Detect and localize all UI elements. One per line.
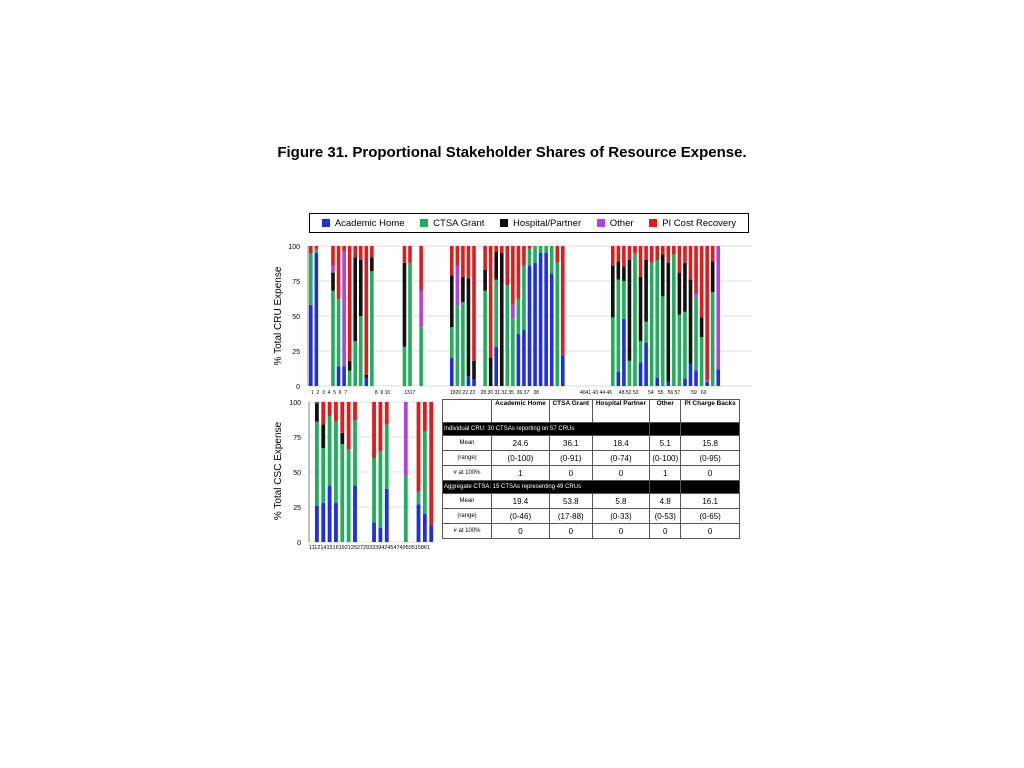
cru-bar-segment-academic-home: [494, 347, 498, 386]
cru-bar-segment-ctsa-grant: [506, 285, 510, 386]
cru-bar-segment-hospital-partner: [622, 267, 626, 281]
cru-bar-segment-academic-home: [561, 355, 565, 386]
table-cell: 0: [592, 466, 650, 481]
legend-label: CTSA Grant: [433, 217, 485, 229]
table-cell: 0: [650, 524, 681, 539]
table-header-cell: Other: [650, 400, 681, 423]
cru-bar-segment-pi-cost-recovery: [337, 246, 341, 299]
cru-bar-segment-pi-cost-recovery: [359, 246, 363, 260]
cru-bar-segment-academic-home: [450, 358, 454, 386]
cru-bar-segment-hospital-partner: [489, 358, 493, 386]
cru-bar-segment-hospital-partner: [700, 317, 704, 337]
csc-y-tick-label: 25: [293, 505, 301, 512]
cru-bar-segment-hospital-partner: [472, 361, 476, 379]
cru-bar-segment-ctsa-grant: [678, 315, 682, 386]
table-cell: (0-91): [549, 451, 592, 466]
cru-bar-segment-pi-cost-recovery: [483, 246, 487, 270]
csc-x-tick-labels: 1112141516192125272933394245474950515861: [309, 545, 431, 551]
cru-bar-segment-ctsa-grant: [700, 337, 704, 386]
table-section-row: [443, 423, 740, 436]
cru-bar-segment-academic-home: [472, 379, 476, 386]
cru-bar-segment-other: [716, 246, 720, 369]
row-label: # at 100%: [443, 524, 492, 539]
cru-bar-segment-pi-cost-recovery: [650, 246, 654, 263]
cru-bar-segment-ctsa-grant: [348, 371, 352, 386]
cru-bar-segment-ctsa-grant: [611, 317, 615, 386]
table-cell: 1: [492, 466, 550, 481]
cru-bar-segment-academic-home: [467, 376, 471, 386]
cru-bar-segment-pi-cost-recovery: [644, 246, 648, 260]
cru-bar-segment-ctsa-grant: [511, 319, 515, 386]
cru-bar-segment-academic-home: [533, 263, 537, 386]
cru-y-tick-label: 50: [292, 314, 300, 321]
row-label: (range): [443, 509, 492, 524]
table-header-cell: Academic Home: [492, 400, 550, 423]
cru-bar-segment-pi-cost-recovery: [370, 246, 374, 257]
cru-bar-segment-academic-home: [315, 253, 319, 386]
table-cell: (0-33): [592, 509, 650, 524]
table-row: [443, 451, 740, 466]
cru-bar-segment-pi-cost-recovery: [353, 246, 357, 257]
cru-bars: [309, 246, 720, 386]
cru-bar-segment-ctsa-grant: [628, 361, 632, 386]
cru-bar-segment-pi-cost-recovery: [633, 246, 637, 253]
cru-bar-segment-hospital-partner: [617, 261, 621, 279]
csc-y-tick-label: 100: [289, 400, 301, 407]
cru-bar-segment-pi-cost-recovery: [711, 246, 715, 261]
legend-label: Hospital/Partner: [513, 217, 582, 229]
table-cell: 24.6: [492, 436, 550, 451]
table-cell: (0-95): [681, 451, 740, 466]
cru-bar-segment-ctsa-grant: [309, 253, 313, 305]
cru-bar-segment-pi-cost-recovery: [694, 246, 698, 294]
table-cell: (0-65): [681, 509, 740, 524]
cru-bar-segment-pi-cost-recovery: [342, 246, 346, 252]
cru-bar-segment-academic-home: [517, 334, 521, 386]
cru-bar-segment-hospital-partner: [483, 270, 487, 291]
table-cell: (0-46): [492, 509, 550, 524]
cru-bar-segment-ctsa-grant: [456, 306, 460, 386]
cru-bar-segment-pi-cost-recovery: [622, 246, 626, 267]
cru-bar-segment-ctsa-grant: [483, 291, 487, 386]
cru-bar-segment-pi-cost-recovery: [419, 246, 423, 291]
legend-label: PI Cost Recovery: [662, 217, 737, 229]
cru-bar-segment-pi-cost-recovery: [528, 246, 532, 249]
cru-bar-segment-academic-home: [544, 253, 548, 386]
table-cell: 18.4: [592, 436, 650, 451]
table-row: [443, 509, 740, 524]
cru-bar-segment-pi-cost-recovery: [331, 246, 335, 266]
cru-bar-segment-pi-cost-recovery: [309, 246, 313, 253]
cru-y-tick-label: 25: [292, 349, 300, 356]
table-cell: (0-74): [592, 451, 650, 466]
table-row: [443, 494, 740, 509]
cru-bar-segment-ctsa-grant: [353, 341, 357, 386]
cru-bar-segment-ctsa-grant: [419, 327, 423, 386]
cru-bar-segment-ctsa-grant: [622, 281, 626, 319]
cru-bar-segment-other: [419, 291, 423, 327]
cru-bar-segment-hospital-partner: [461, 277, 465, 302]
table-header-row: [443, 400, 740, 423]
cru-bar-segment-pi-cost-recovery: [315, 246, 319, 249]
legend-label: Academic Home: [334, 217, 405, 229]
cru-bar-segment-ctsa-grant: [639, 341, 643, 362]
cru-bar-segment-hospital-partner: [500, 253, 504, 386]
cru-bar-segment-academic-home: [522, 330, 526, 386]
cru-bar-segment-ctsa-grant: [683, 312, 687, 379]
figure-title: Figure 31. Proportional Stakeholder Shares of Resource Expense.: [277, 144, 747, 161]
table-cell: 4.8: [650, 494, 681, 509]
cru-bar-segment-hospital-partner: [639, 277, 643, 341]
cru-bar-segment-other: [705, 380, 709, 381]
cru-bar-segment-pi-cost-recovery: [661, 246, 665, 254]
cru-bar-segment-hospital-partner: [353, 257, 357, 341]
table-cell: 36.1: [549, 436, 592, 451]
section-label: Aggregate CTSA: 15 CTSAs representing 49 CRUs: [443, 481, 650, 494]
row-label: (range): [443, 451, 492, 466]
cru-bar-segment-pi-cost-recovery: [461, 246, 465, 277]
cru-bar-segment-ctsa-grant: [461, 302, 465, 386]
table-header-cell: Hospital Partner: [592, 400, 650, 423]
cru-bar-segment-ctsa-grant: [370, 271, 374, 386]
cru-bar-segment-academic-home: [617, 372, 621, 386]
cru-bar-segment-ctsa-grant: [403, 347, 407, 386]
cru-bar-segment-pi-cost-recovery: [639, 246, 643, 277]
table-cell: (0-53): [650, 509, 681, 524]
cru-bar-segment-hospital-partner: [611, 266, 615, 318]
cru-bar-segment-hospital-partner: [331, 273, 335, 291]
cru-bar-segment-pi-cost-recovery: [517, 246, 521, 299]
cru-bar-segment-ctsa-grant: [494, 280, 498, 347]
table-cell: 1: [650, 466, 681, 481]
cru-bar-segment-ctsa-grant: [661, 296, 665, 386]
cru-axis: [288, 244, 308, 391]
cru-bar-segment-ctsa-grant: [633, 253, 637, 386]
cru-bar-segment-pi-cost-recovery: [628, 246, 632, 260]
cru-bar-segment-other: [511, 305, 515, 319]
cru-bar-segment-academic-home: [689, 364, 693, 386]
table-header-cell: PI Charge Backs: [681, 400, 740, 423]
table-cell: 15.8: [681, 436, 740, 451]
cru-bar-segment-hospital-partner: [403, 263, 407, 347]
cru-bar-segment-hospital-partner: [689, 280, 693, 364]
cru-bar-segment-hospital-partner: [348, 361, 352, 371]
table-cell: 53.8: [549, 494, 592, 509]
csc-y-tick-label: 0: [297, 540, 301, 547]
cru-bar-segment-academic-home: [716, 369, 720, 386]
table-cell: 16.1: [681, 494, 740, 509]
stakeholder-stats-table: [442, 399, 740, 539]
table-row: [443, 436, 740, 451]
table-cell: (17-88): [549, 509, 592, 524]
cru-bar-segment-pi-cost-recovery: [365, 246, 369, 375]
cru-bar-segment-hospital-partner: [359, 260, 363, 316]
cru-bar-segment-ctsa-grant: [331, 291, 335, 386]
cru-bar-segment-ctsa-grant: [650, 263, 654, 386]
cru-bar-segment-pi-cost-recovery: [403, 246, 407, 263]
cru-bar-segment-academic-home: [655, 378, 659, 386]
cru-bar-segment-pi-cost-recovery: [667, 246, 671, 263]
cru-bar-segment-hospital-partner: [644, 260, 648, 322]
table-cell: 0: [681, 524, 740, 539]
cru-bar-segment-ctsa-grant: [544, 246, 548, 253]
cru-bar-segment-pi-cost-recovery: [472, 246, 476, 361]
cru-bar-segment-hospital-partner: [370, 257, 374, 271]
cru-bar-segment-hospital-partner: [365, 375, 369, 378]
cru-bar-segment-pi-cost-recovery: [561, 246, 565, 355]
cru-y-tick-label: 0: [296, 384, 300, 391]
cru-bar-segment-pi-cost-recovery: [617, 246, 621, 261]
cru-bar-segment-ctsa-grant: [655, 260, 659, 378]
cru-bar-segment-academic-home: [309, 305, 313, 386]
table-cell: (0-100): [492, 451, 550, 466]
cru-bar-segment-ctsa-grant: [517, 299, 521, 334]
cru-bar-segment-ctsa-grant: [533, 246, 537, 263]
cru-bar-segment-academic-home: [705, 382, 709, 386]
table-cell: 0: [492, 524, 550, 539]
cru-bar-segment-pi-cost-recovery: [555, 246, 559, 263]
cru-bar-segment-hospital-partner: [683, 263, 687, 312]
cru-bar-segment-academic-home: [337, 366, 341, 386]
cru-bar-segment-hospital-partner: [628, 260, 632, 361]
cru-bar-segment-other: [331, 266, 335, 273]
cru-bar-segment-academic-home: [683, 379, 687, 386]
cru-bar-segment-ctsa-grant: [408, 263, 412, 386]
cru-bar-segment-academic-home: [694, 371, 698, 386]
cru-bar-segment-hospital-partner: [711, 261, 715, 292]
cru-bar-segment-academic-home: [550, 274, 554, 386]
table-cell: 0: [592, 524, 650, 539]
cru-bar-segment-pi-cost-recovery: [678, 246, 682, 273]
cru-bar-segment-ctsa-grant: [694, 298, 698, 371]
cru-bar-segment-pi-cost-recovery: [506, 246, 510, 285]
cru-bar-segment-ctsa-grant: [644, 322, 648, 343]
cru-bar-segment-ctsa-grant: [337, 299, 341, 366]
cru-bar-segment-ctsa-grant: [450, 327, 454, 358]
csc-y-tick-label: 50: [293, 470, 301, 477]
cru-x-tick-labels-3: 4041 43 44 46 48 52 53 54 55 56 57 59 60: [580, 390, 707, 396]
cru-bar-segment-ctsa-grant: [528, 249, 532, 266]
cru-bar-segment-hospital-partner: [450, 275, 454, 327]
cru-bar-segment-pi-cost-recovery: [494, 246, 498, 252]
cru-bar-segment-ctsa-grant: [617, 280, 621, 372]
table-row: [443, 466, 740, 481]
table-header-cell: CTSA Grant: [549, 400, 592, 423]
row-label: Mean: [443, 436, 492, 451]
cru-bar-segment-pi-cost-recovery: [700, 246, 704, 317]
cru-bar-segment-pi-cost-recovery: [683, 246, 687, 263]
table-row: [443, 524, 740, 539]
table-cell: 5.1: [650, 436, 681, 451]
cru-bar-segment-academic-home: [365, 378, 369, 386]
cru-bar-segment-pi-cost-recovery: [689, 246, 693, 280]
cru-bar-segment-pi-cost-recovery: [705, 246, 709, 380]
cru-bar-segment-ctsa-grant: [315, 249, 319, 253]
table-cell: 0: [549, 524, 592, 539]
cru-y-tick-label: 75: [292, 279, 300, 286]
cru-bar-segment-pi-cost-recovery: [348, 246, 352, 361]
cru-bar-segment-other: [694, 294, 698, 298]
cru-bar-segment-pi-cost-recovery: [450, 246, 454, 275]
table-cell: 5.8: [592, 494, 650, 509]
cru-y-axis-label: % Total CRU Expense: [273, 266, 284, 366]
cru-bar-segment-ctsa-grant: [555, 263, 559, 386]
csc-y-tick-label: 75: [293, 435, 301, 442]
csc-y-axis-label: % Total CSC Expense: [273, 421, 284, 521]
cru-bar-segment-pi-cost-recovery: [672, 246, 676, 254]
row-label: # at 100%: [443, 466, 492, 481]
cru-bar-segment-pi-cost-recovery: [489, 246, 493, 358]
cru-bar-segment-academic-home: [528, 266, 532, 386]
cru-bar-segment-hospital-partner: [494, 252, 498, 280]
table-cell: (0-100): [650, 451, 681, 466]
row-label: Mean: [443, 494, 492, 509]
table-cell: 19.4: [492, 494, 550, 509]
table-cell: 0: [549, 466, 592, 481]
table-section-row: [443, 481, 740, 494]
cru-bar-segment-hospital-partner: [661, 254, 665, 296]
cru-bar-segment-academic-home: [539, 253, 543, 386]
cru-bar-segment-academic-home: [667, 382, 671, 386]
cru-bar-segment-other: [342, 252, 346, 367]
section-label: Individual CRU: 30 CTSAs reporting on 57 CRUs: [443, 423, 650, 436]
cru-bar-segment-ctsa-grant: [359, 316, 363, 386]
cru-bar-segment-hospital-partner: [467, 278, 471, 376]
cru-bar-segment-pi-cost-recovery: [500, 246, 504, 253]
cru-y-tick-label: 100: [288, 244, 300, 251]
cru-bar-segment-academic-home: [644, 343, 648, 386]
cru-bar-segment-ctsa-grant: [550, 246, 554, 274]
cru-bar-segment-academic-home: [639, 362, 643, 386]
cru-bar-segment-pi-cost-recovery: [408, 246, 412, 263]
cru-bar-segment-ctsa-grant: [711, 292, 715, 386]
cru-bar-segment-academic-home: [622, 319, 626, 386]
cru-bar-segment-ctsa-grant: [672, 254, 676, 386]
cru-bar-segment-pi-cost-recovery: [611, 246, 615, 266]
cru-bar-segment-hospital-partner: [667, 263, 671, 382]
table-header-cell: [443, 400, 492, 423]
cru-bar-segment-other: [456, 266, 460, 307]
cru-bar-segment-pi-cost-recovery: [511, 246, 515, 305]
cru-bar-segment-pi-cost-recovery: [522, 246, 526, 266]
cru-bar-segment-academic-home: [342, 366, 346, 386]
cru-bar-segment-ctsa-grant: [539, 246, 543, 253]
cru-bar-segment-pi-cost-recovery: [467, 246, 471, 278]
cru-bar-segment-hospital-partner: [678, 273, 682, 315]
cru-x-tick-labels-2: 1920 22 23 28 30 31 32 35 36 37 38: [450, 390, 539, 396]
cru-x-tick-labels-1: 1 2 3 4 5 6 7 8 9 10 1317: [311, 390, 416, 396]
table-cell: 0: [681, 466, 740, 481]
cru-bar-segment-pi-cost-recovery: [655, 246, 659, 260]
cru-bar-segment-pi-cost-recovery: [456, 246, 460, 266]
legend-label: Other: [609, 217, 634, 229]
cru-bar-segment-ctsa-grant: [522, 266, 526, 330]
